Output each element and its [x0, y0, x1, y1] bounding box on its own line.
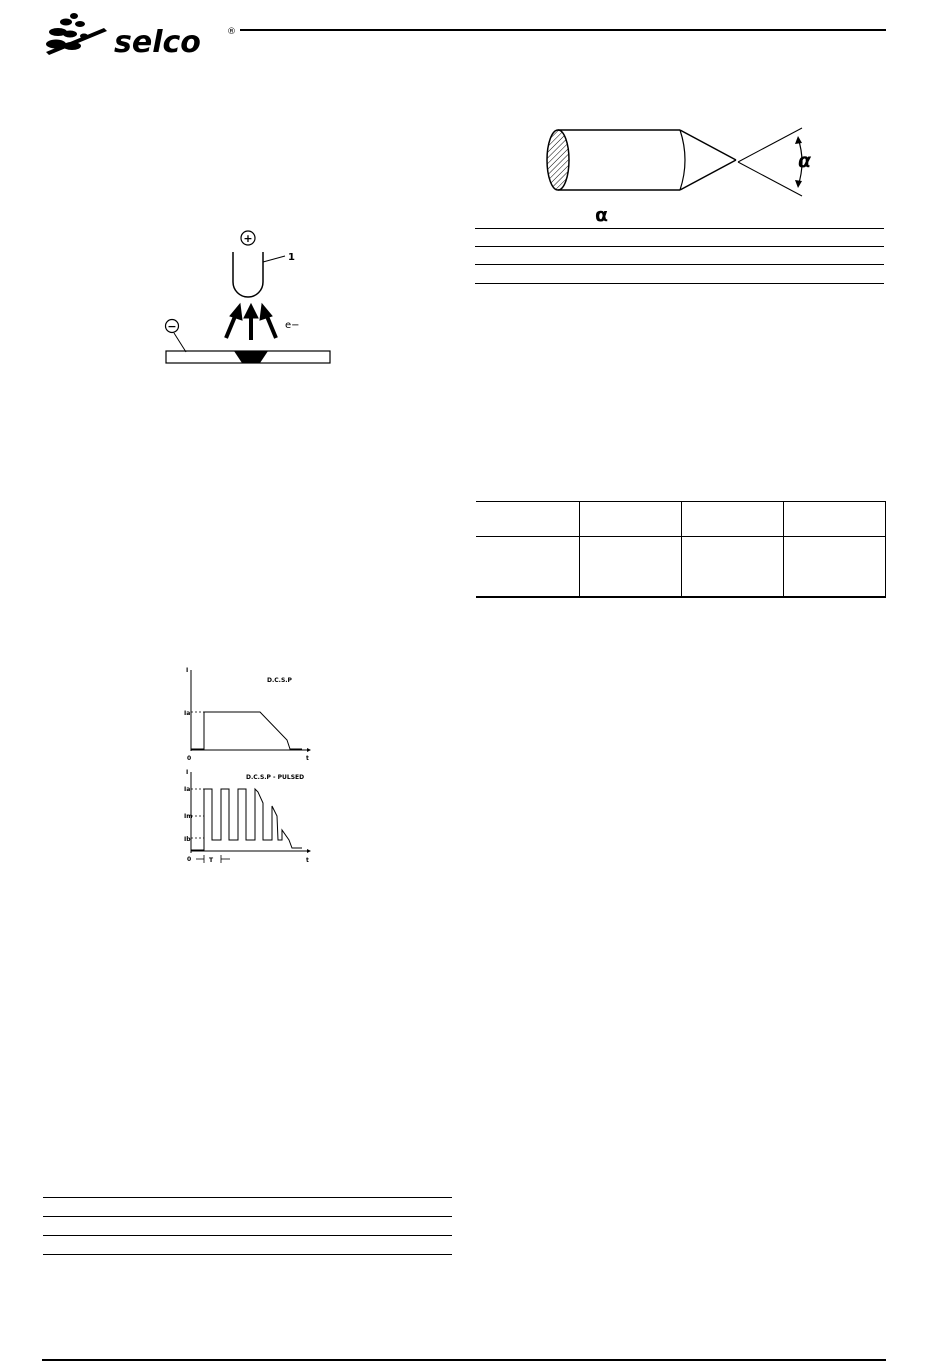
angle-arrow-top-icon [795, 136, 802, 144]
bottom-period-label: T [209, 857, 214, 864]
param-table-divider-4 [885, 501, 886, 597]
angle-arrow-bottom-icon [795, 180, 802, 188]
taper-top [680, 130, 736, 160]
bottom-table-rule-1 [43, 1197, 452, 1198]
arrowhead-left-icon [230, 304, 242, 320]
selco-logo [44, 10, 244, 58]
electrode-tip-figure [540, 120, 820, 200]
bottom-table-rule-4 [43, 1254, 452, 1255]
taper-start [680, 130, 685, 190]
angle-leg-bottom [738, 162, 802, 196]
electrode-shape [233, 252, 263, 297]
param-table-divider-1 [579, 501, 580, 597]
bottom-peak-label: Ia [184, 786, 191, 793]
angle-table-rule-2 [475, 246, 884, 247]
bottom-x-arrow-icon [307, 849, 311, 853]
bottom-pulsed-curve [191, 789, 302, 850]
bottom-y-label: I [186, 769, 189, 776]
bottom-table-rule-2 [43, 1216, 452, 1217]
top-x-arrow-icon [307, 748, 311, 752]
angle-table-rule-3 [475, 264, 884, 265]
angle-symbol: α [798, 150, 812, 172]
param-table-divider-2 [681, 501, 682, 597]
workpiece-leader [174, 333, 186, 352]
arrowhead-right-icon [260, 304, 272, 320]
electrode-cross-section [547, 130, 569, 190]
selco-logo-mark [44, 10, 244, 58]
current-curves-diagram [180, 660, 320, 875]
arrowhead-center-icon [244, 304, 258, 318]
bottom-t-label: t [306, 857, 309, 864]
polarity-figure [160, 222, 340, 372]
top-level-label: Ia [184, 710, 191, 717]
top-y-label: I [186, 667, 189, 674]
top-t-label: t [306, 755, 309, 762]
taper-bottom [680, 160, 736, 190]
polarity-diagram [160, 222, 340, 372]
angle-leg-top [738, 128, 802, 162]
electron-label: e− [285, 320, 300, 331]
angle-table-header: α [595, 204, 609, 226]
brand-wordmark: selco [114, 25, 201, 58]
workpiece-polarity: − [167, 320, 177, 333]
angle-table-rule-1 [475, 228, 884, 229]
footer-rule [42, 1359, 886, 1361]
header-rule [240, 29, 886, 31]
bottom-origin-label: 0 [187, 856, 192, 863]
registered-mark: ® [227, 27, 236, 37]
electrode-tip-diagram [540, 120, 820, 200]
top-origin-label: 0 [187, 755, 192, 762]
bottom-table-rule-3 [43, 1235, 452, 1236]
parameters-table [476, 501, 886, 598]
weld-pool [234, 351, 268, 363]
top-current-curve [191, 712, 302, 749]
bottom-base-label: Ib [184, 836, 191, 843]
electrode-label: 1 [288, 252, 295, 263]
top-title: D.C.S.P [267, 677, 292, 684]
param-table-divider-3 [783, 501, 784, 597]
bottom-title: D.C.S.P - PULSED [246, 774, 305, 781]
electron-arrows [226, 304, 276, 340]
bottom-mean-label: Im [184, 813, 193, 820]
electrode-leader [263, 256, 285, 262]
current-curves-figure [180, 660, 320, 875]
electrode-polarity: + [243, 232, 253, 245]
angle-table-rule-4 [475, 283, 884, 284]
